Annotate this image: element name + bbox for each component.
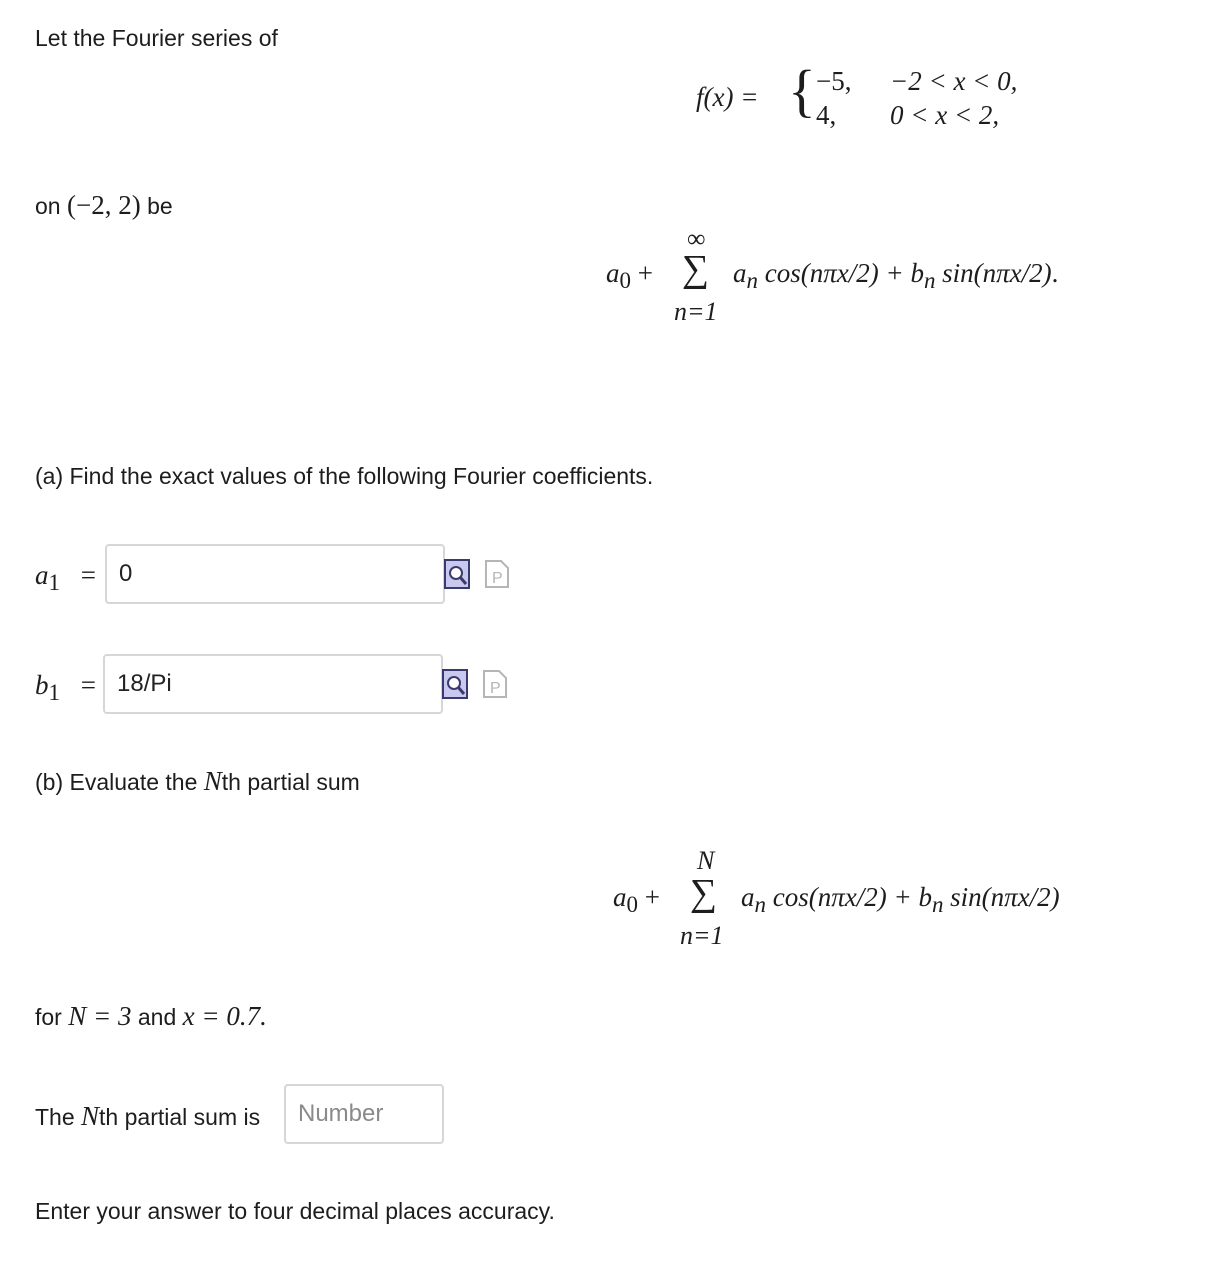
a1-input[interactable]: 0 xyxy=(105,544,445,604)
series-a0: $a_0$ + xyxy=(606,258,653,293)
a1-label: $a_1$ = xyxy=(35,560,96,595)
b1-input[interactable]: 18/Pi xyxy=(103,654,443,714)
piecewise-brace: { xyxy=(788,58,816,123)
case2-value: 4, xyxy=(816,100,837,130)
partial-sum-upper-limit: N xyxy=(697,846,715,875)
part-a-prompt: (a) Find the exact values of the following Fourier coefficients. xyxy=(35,463,654,489)
series-upper-limit: ∞ xyxy=(687,224,706,253)
partial-sum-a0: $a_0$ + xyxy=(613,882,660,917)
case2-condition: 0 < x < 2, xyxy=(890,100,1000,130)
function-lhs: f(x) = xyxy=(696,82,759,112)
svg-text:P: P xyxy=(490,680,501,697)
partial-sum-lower-limit: n=1 xyxy=(680,921,724,950)
series-terms: $a_n$ $\cos(n\pi x/2) + b_n$ sin(nπx/2). xyxy=(733,258,1059,293)
case1-value: −5, xyxy=(816,66,852,96)
series-lower-limit: n=1 xyxy=(674,297,718,326)
formula-icon[interactable] xyxy=(484,559,510,589)
svg-text:P: P xyxy=(492,570,503,587)
part-b-prompt: (b) Evaluate the Nth partial sum xyxy=(35,766,360,796)
case1-condition: −2 < x < 0, xyxy=(890,66,1018,96)
formula-icon[interactable] xyxy=(482,669,508,699)
preview-icon[interactable] xyxy=(444,559,470,589)
preview-icon[interactable] xyxy=(442,669,468,699)
partial-sum-input[interactable]: Number xyxy=(284,1084,444,1144)
intro-text: Let the Fourier series of xyxy=(35,25,278,51)
partial-sum-terms: $a_n$ $\cos(n\pi x/2) + b_n$ sin(nπx/2) xyxy=(741,882,1060,917)
sigma-symbol: ∑ xyxy=(682,248,710,290)
b1-label: $b_1$ = xyxy=(35,670,96,705)
sigma-symbol: ∑ xyxy=(690,872,718,914)
answer-label: The Nth partial sum is xyxy=(35,1101,261,1131)
evaluation-point: for N = 3 and x = 0.7. xyxy=(35,1001,267,1031)
interval-line: on (−2, 2) be xyxy=(35,190,173,220)
footer-instruction: Enter your answer to four decimal places accuracy. xyxy=(35,1198,555,1224)
